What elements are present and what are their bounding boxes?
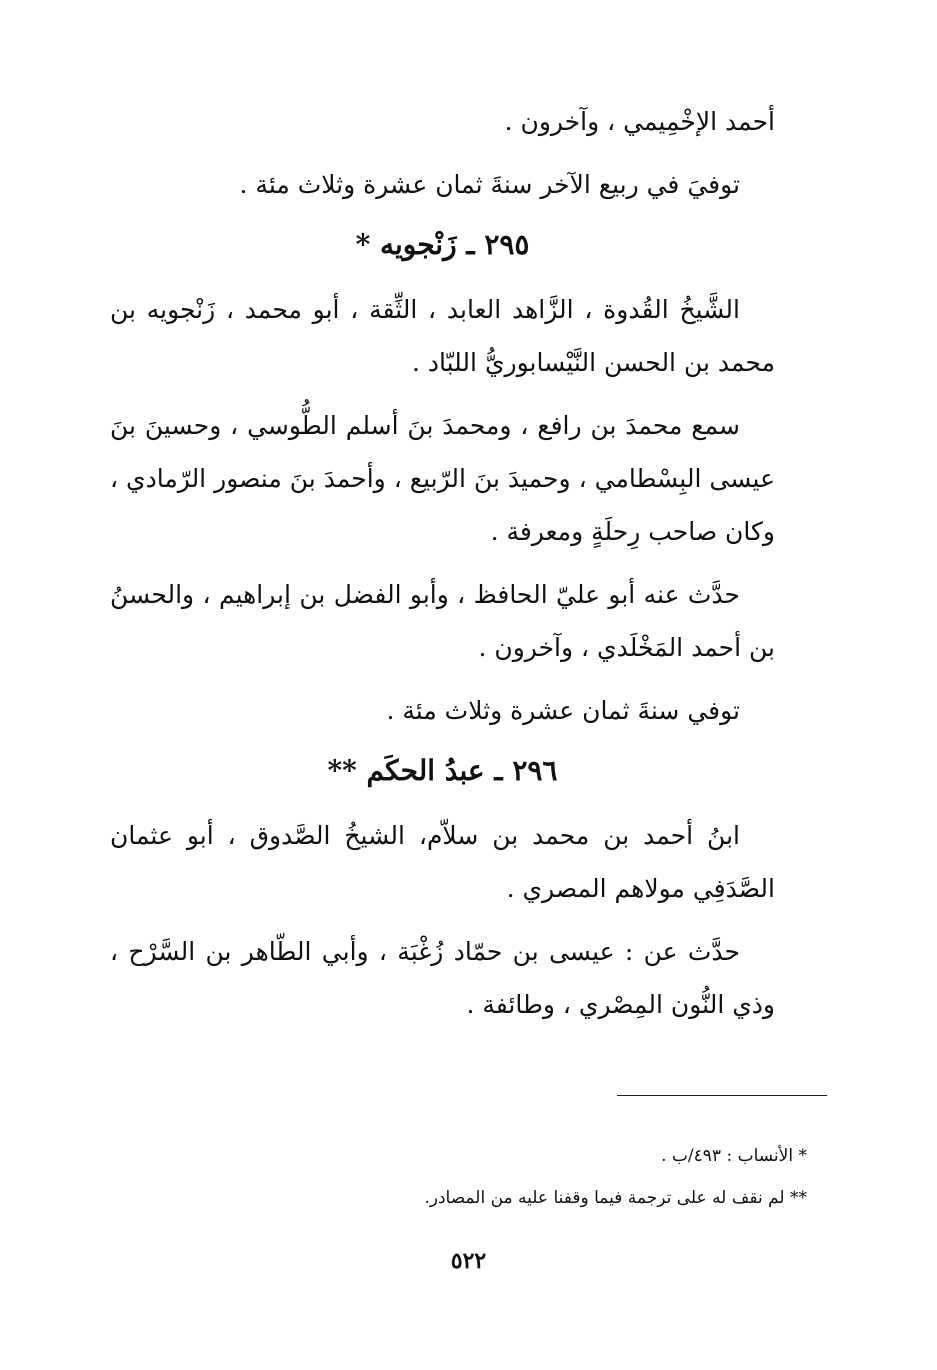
- paragraph-296-teachers: حدَّث عن : عيسى بن حمّاد زُغْبَة ، وأبي الطّاهر بن السَّرْح ، وذي النُّون المِصْري ، وطائفة .: [110, 937, 775, 1019]
- paragraph-death-note-294: توفيَ في ربيع الآخر سنةَ ثمان عشرة وثلاث مئة .: [239, 170, 740, 199]
- paragraph-296-intro: ابنُ أحمد بن محمد بن سلاّم، الشيخُ الصَّدوق ، أبو عثمان الصَّدَفِي مولاهم المصري .: [110, 821, 775, 903]
- paragraph-295-students: حدَّث عنه أبو عليّ الحافظ ، وأبو الفضل بن إبراهيم ، والحسنُ بن أحمد المَخْلَدي ، وآخرون .: [110, 580, 775, 662]
- paragraph-295-intro: الشَّيخُ القُدوة ، الزَّاهد العابد ، الثِّقة ، أبو محمد ، زَنْجويه بن محمد بن الحسن النَّيْسابوريُّ اللبّاد .: [110, 295, 775, 377]
- footnote-1: * الأنساب : ٤٩٣/ب .: [661, 1146, 807, 1166]
- page-number: ٥٢٢: [450, 1248, 487, 1274]
- entry-heading-295: ٢٩٥ ـ زَنْجويه *: [355, 228, 530, 261]
- paragraph-295-teachers: سمع محمدَ بن رافع ، ومحمدَ بنَ أسلم الطُّوسي ، وحسينَ بنَ عيسى البِسْطامي ، وحميدَ بنَ الرّبيع ، وأحمدَ بنَ منصور الرّمادي ، وكان صاحب رِحلَةٍ ومعرفة .: [110, 411, 775, 546]
- paragraph-295-death: توفي سنةَ ثمان عشرة وثلاث مئة .: [386, 696, 740, 725]
- footnotes: [157, 1135, 807, 1219]
- footnote-divider: [617, 1095, 827, 1096]
- paragraph-continuation: أحمد الإخْمِيمي ، وآخرون .: [504, 107, 775, 136]
- footnote-2: ** لم نقف له على ترجمة فيما وقفنا عليه من المصادر.: [424, 1188, 807, 1208]
- entry-heading-296: ٢٩٦ ـ عبدُ الحكَم **: [327, 754, 558, 787]
